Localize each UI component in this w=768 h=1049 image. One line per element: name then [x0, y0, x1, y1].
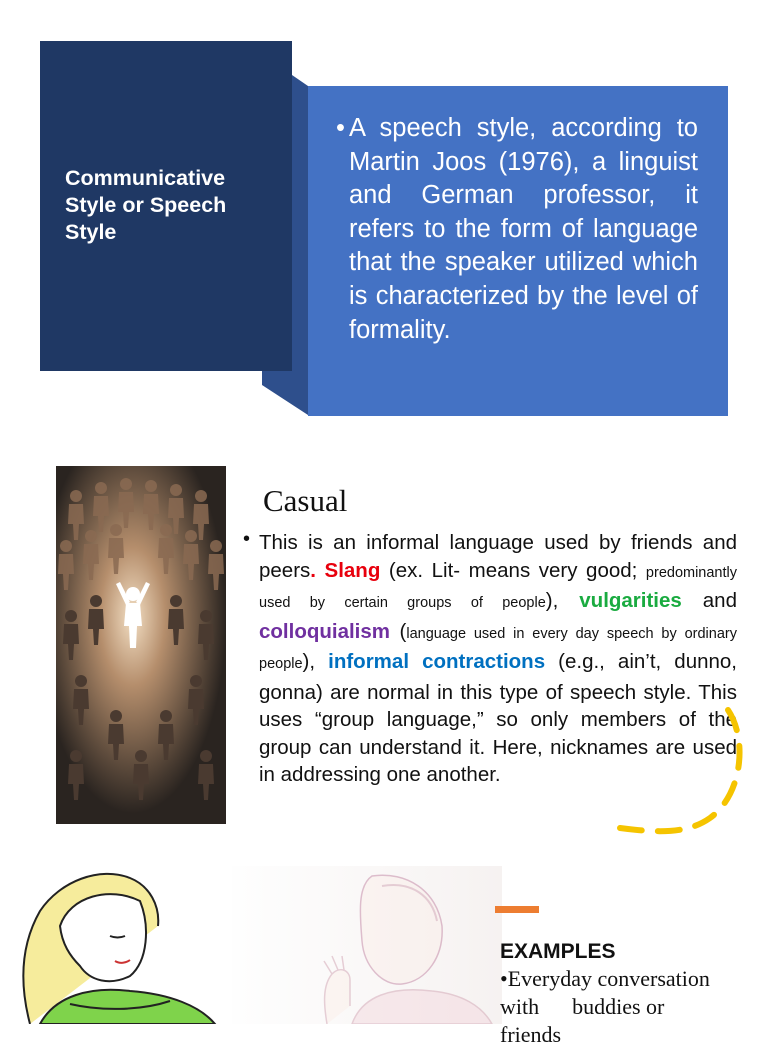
orange-accent-bar — [495, 906, 539, 913]
text-run: (e.g., ain’t, dunno, gonna) are normal in this type of speech style. This uses “group language,” so only members of the group can understand it. Here, nicknames are used in addressing one another. — [259, 650, 737, 786]
decorative-dashed-arc — [610, 700, 750, 840]
definition-text-block — [336, 112, 698, 347]
casual-heading: Casual — [263, 483, 348, 518]
contractions-term: informal contractions — [328, 650, 546, 673]
definition-text: A speech style, according to Martin Joos (1976), a linguist and German professor, it refers to the form of language that the speaker utilized which is characterized by the level of formality. — [349, 114, 698, 344]
text-run: This is an informal language used by friends and peers — [259, 531, 737, 582]
slang-note: predominantly used by certain groups of people — [259, 564, 737, 611]
example-line: •Everyday conversation — [500, 966, 710, 991]
woman-illustration-left — [0, 866, 232, 1024]
examples-list — [500, 965, 760, 1049]
crowd-leader-image — [56, 466, 226, 824]
example-line: friends — [500, 1022, 562, 1047]
text-run: ( — [390, 619, 407, 643]
slide-title: Communicative Style or Speech Style — [65, 166, 227, 244]
bullet-marker: • — [336, 114, 345, 142]
examples-heading: EXAMPLES — [500, 940, 616, 963]
text-run: ), — [302, 650, 329, 673]
vulgarities-term: vulgarities — [579, 589, 682, 612]
slang-term: . Slang — [310, 558, 381, 582]
text-run: and — [681, 589, 737, 612]
woman-illustration-faded — [232, 866, 502, 1024]
colloquialism-note: language used in every day speech by ordinary people — [259, 625, 737, 672]
text-run: (ex. Lit- means very good; — [380, 558, 646, 582]
bullet-marker: • — [243, 528, 251, 550]
colloquialism-term: colloquialism — [259, 619, 390, 643]
text-run: ), — [545, 589, 580, 612]
example-line: with buddies or — [500, 994, 665, 1019]
